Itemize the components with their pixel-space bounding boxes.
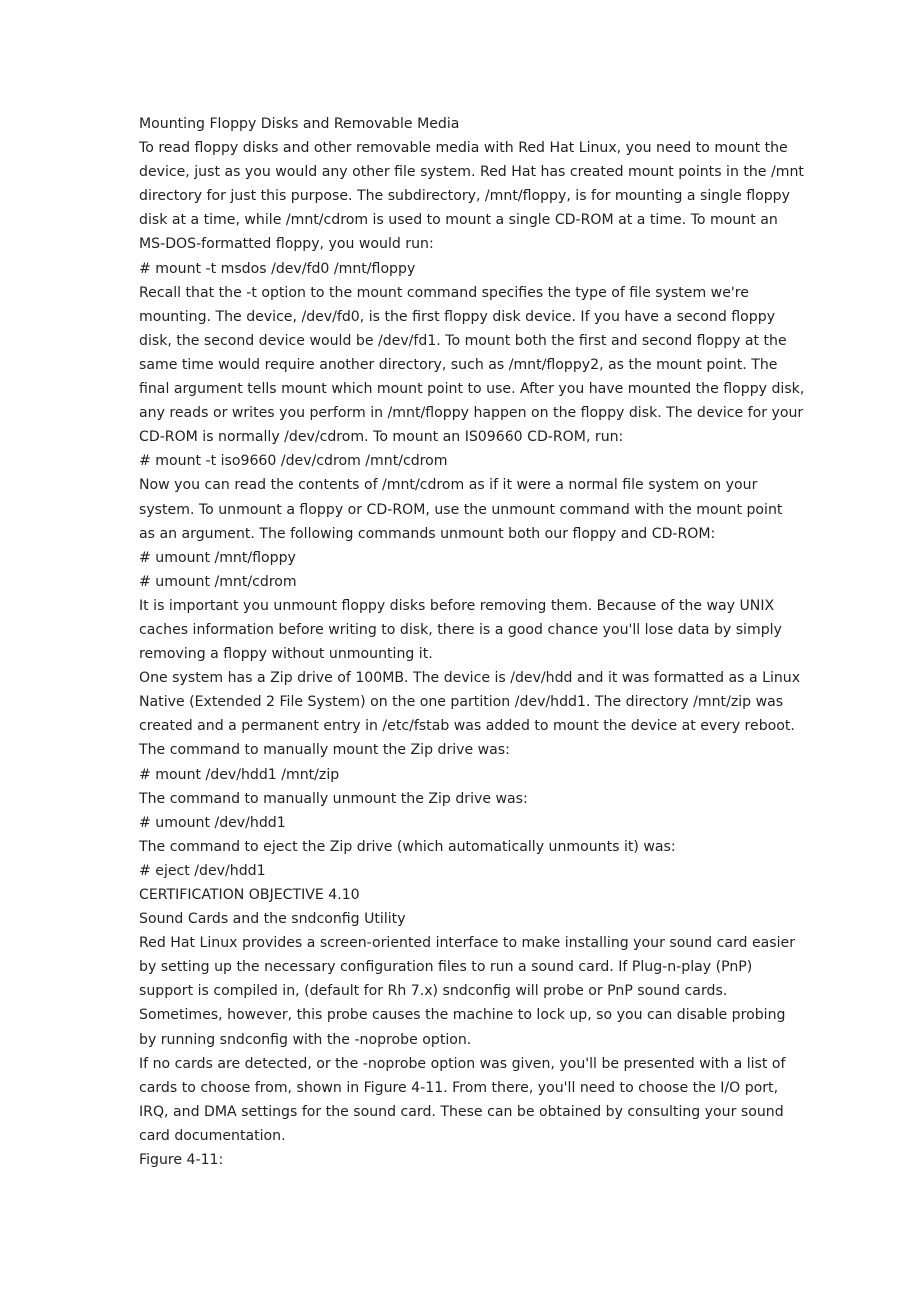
paragraph-line: Red Hat Linux provides a screen-oriented interface to make installing your sound card easier (139, 935, 795, 952)
paragraph-line: system. To unmount a floppy or CD-ROM, use the unmount command with the mount point (139, 501, 783, 518)
paragraph-line: disk, the second device would be /dev/fd1. To mount both the first and second floppy at the (139, 332, 787, 349)
paragraph-line: Sometimes, however, this probe causes the machine to lock up, so you can disable probing (139, 1007, 786, 1024)
section-heading-sound-cards: Sound Cards and the sndconfig Utility (139, 911, 406, 928)
paragraph-line: IRQ, and DMA settings for the sound card. These can be obtained by consulting your sound (139, 1103, 784, 1120)
command-line: # mount -t iso9660 /dev/cdrom /mnt/cdrom (139, 453, 448, 470)
paragraph-line: support is compiled in, (default for Rh 7.x) sndconfig will probe or PnP sound cards. (139, 983, 728, 1000)
paragraph-line: It is important you unmount floppy disks before removing them. Because of the way UNIX (139, 597, 775, 614)
paragraph-line: card documentation. (139, 1127, 286, 1144)
command-line: # umount /dev/hdd1 (139, 814, 286, 831)
paragraph-line: The command to eject the Zip drive (which automatically unmounts it) was: (139, 838, 676, 855)
paragraph-line: If no cards are detected, or the -noprobe option was given, you'll be presented with a list of (139, 1055, 786, 1072)
paragraph-line: by running sndconfig with the -noprobe option. (139, 1031, 472, 1048)
paragraph-line: CD-ROM is normally /dev/cdrom. To mount an IS09660 CD-ROM, run: (139, 429, 624, 446)
paragraph-line: removing a floppy without unmounting it. (139, 646, 433, 663)
paragraph-line: The command to manually mount the Zip drive was: (139, 742, 510, 759)
paragraph-line: caches information before writing to disk, there is a good chance you'll lose data by simply (139, 621, 782, 638)
paragraph-line: To read floppy disks and other removable media with Red Hat Linux, you need to mount the (139, 140, 788, 157)
command-line: # umount /mnt/floppy (139, 549, 296, 566)
document-body (139, 112, 805, 1172)
paragraph-line: final argument tells mount which mount point to use. After you have mounted the floppy disk, (139, 381, 805, 398)
paragraph-line: device, just as you would any other file system. Red Hat has created mount points in the /mnt (139, 164, 804, 181)
paragraph-line: Now you can read the contents of /mnt/cdrom as if it were a normal file system on your (139, 477, 758, 494)
paragraph-line: by setting up the necessary configuration files to run a sound card. If Plug-n-play (PnP) (139, 959, 753, 976)
paragraph-line: disk at a time, while /mnt/cdrom is used to mount a single CD-ROM at a time. To mount an (139, 212, 778, 229)
paragraph-line: as an argument. The following commands unmount both our floppy and CD-ROM: (139, 525, 716, 542)
paragraph-line: MS-DOS-formatted floppy, you would run: (139, 236, 434, 253)
paragraph-line: mounting. The device, /dev/fd0, is the first floppy disk device. If you have a second floppy (139, 308, 776, 325)
command-line: # umount /mnt/cdrom (139, 573, 297, 590)
paragraph-line: Native (Extended 2 File System) on the one partition /dev/hdd1. The directory /mnt/zip was (139, 694, 784, 711)
command-line: # mount -t msdos /dev/fd0 /mnt/floppy (139, 260, 416, 277)
paragraph-line: The command to manually unmount the Zip drive was: (139, 790, 528, 807)
section-heading-mounting-floppy: Mounting Floppy Disks and Removable Media (139, 116, 460, 132)
paragraph-line: any reads or writes you perform in /mnt/floppy happen on the floppy disk. The device for your (139, 405, 804, 422)
command-line: # mount /dev/hdd1 /mnt/zip (139, 766, 340, 783)
paragraph-line: directory for just this purpose. The subdirectory, /mnt/floppy, is for mounting a single floppy (139, 188, 790, 205)
paragraph-line: created and a permanent entry in /etc/fstab was added to mount the device at every reboot. (139, 718, 795, 735)
figure-caption: Figure 4-11: (139, 1152, 224, 1169)
paragraph-line: same time would require another directory, such as /mnt/floppy2, as the mount point. The (139, 356, 778, 373)
paragraph-line: One system has a Zip drive of 100MB. The device is /dev/hdd and it was formatted as a Linux (139, 670, 801, 687)
certification-objective-heading: CERTIFICATION OBJECTIVE 4.10 (139, 887, 360, 903)
command-line: # eject /dev/hdd1 (139, 862, 266, 879)
paragraph-line: Recall that the -t option to the mount command specifies the type of file system we're (139, 284, 749, 301)
paragraph-line: cards to choose from, shown in Figure 4-11. From there, you'll need to choose the I/O port, (139, 1079, 779, 1096)
